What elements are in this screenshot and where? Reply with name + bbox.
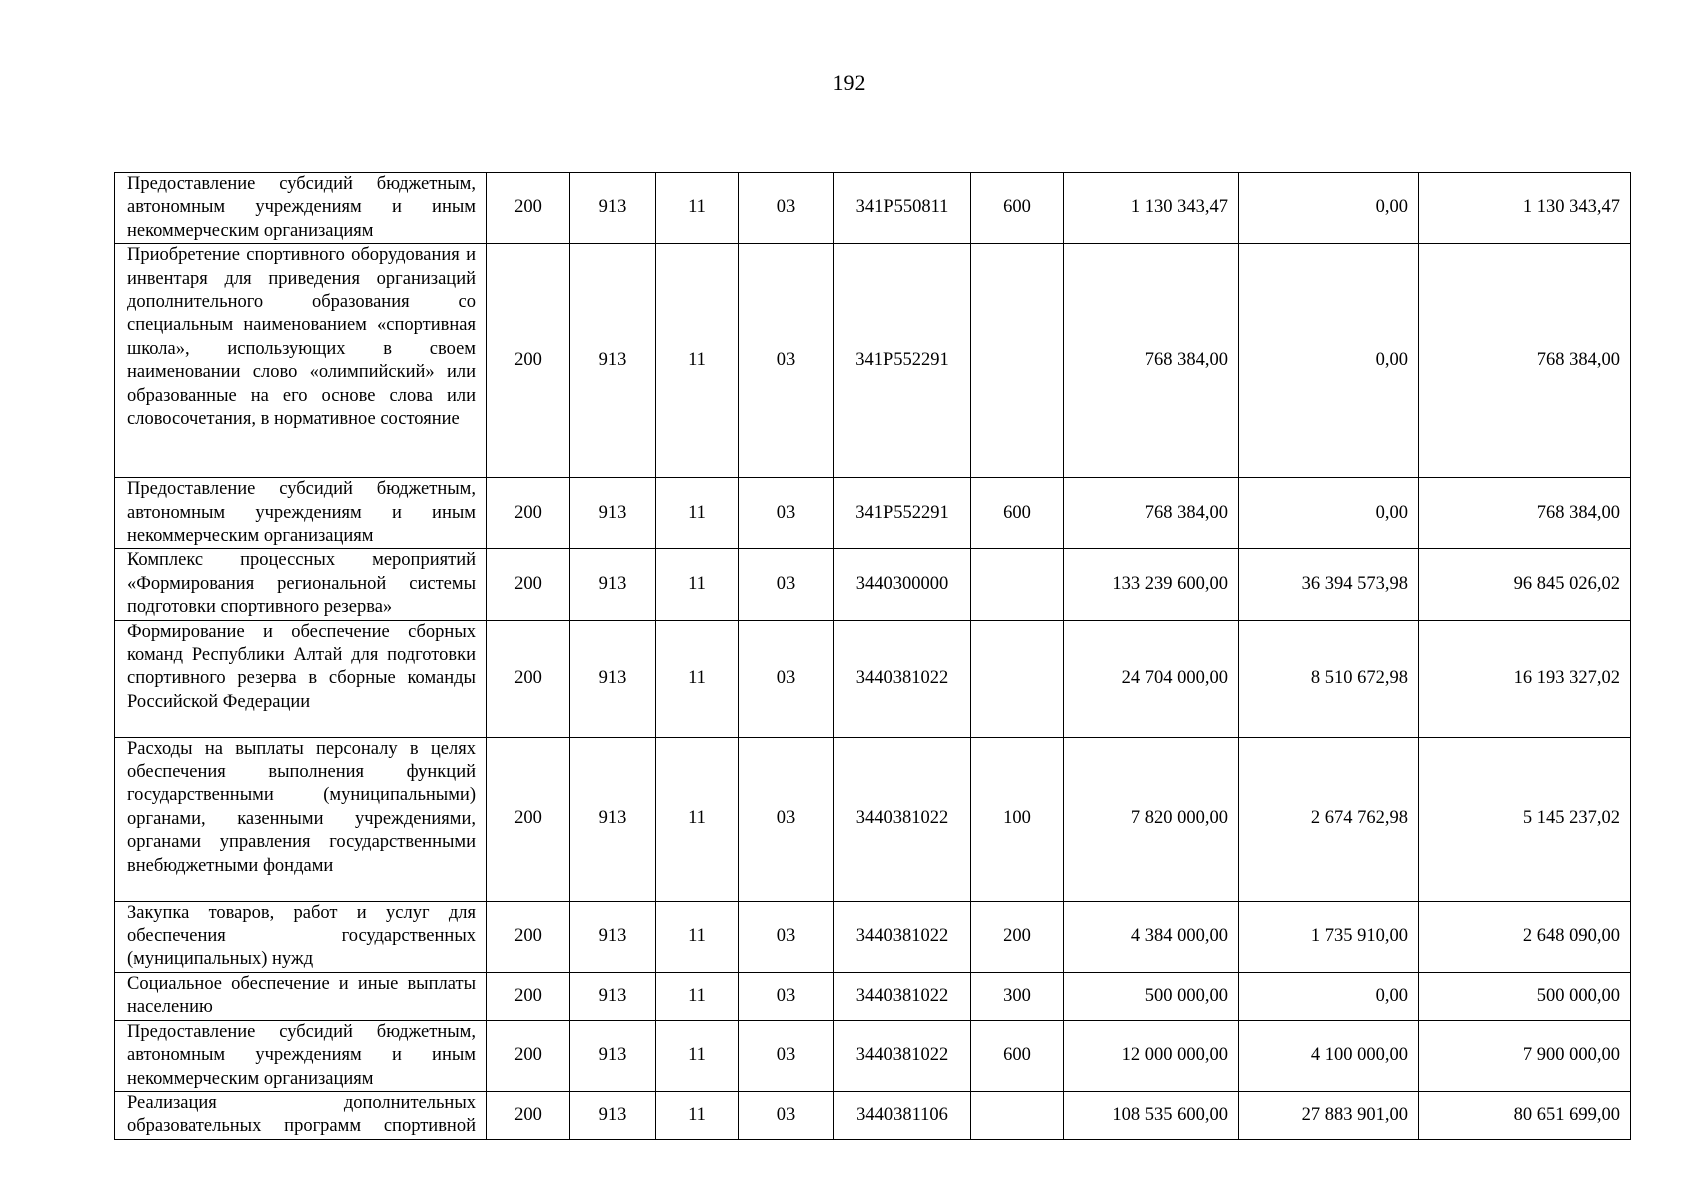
expense-type-code: 600	[971, 173, 1064, 244]
planned-amount: 1 130 343,47	[1064, 173, 1239, 244]
col-913: 913	[570, 173, 656, 244]
target-article-code: 3440381022	[834, 737, 971, 901]
row-description: Предоставление субсидий бюджетным, автономным учреждениям и иным некоммерческим организациям	[115, 1020, 487, 1091]
col-section: 11	[656, 173, 739, 244]
planned-amount: 500 000,00	[1064, 972, 1239, 1020]
remaining-amount: 80 651 699,00	[1419, 1091, 1631, 1139]
expense-type-code	[971, 1091, 1064, 1139]
table-row	[115, 1091, 1631, 1139]
col-subsection: 03	[739, 173, 834, 244]
table-row	[115, 244, 1631, 478]
col-913: 913	[570, 737, 656, 901]
col-200: 200	[487, 173, 570, 244]
col-section: 11	[656, 1091, 739, 1139]
col-subsection: 03	[739, 737, 834, 901]
expense-type-code: 300	[971, 972, 1064, 1020]
executed-amount: 0,00	[1239, 173, 1419, 244]
planned-amount: 133 239 600,00	[1064, 549, 1239, 620]
col-200: 200	[487, 549, 570, 620]
planned-amount: 768 384,00	[1064, 244, 1239, 478]
col-section: 11	[656, 901, 739, 972]
expense-type-code	[971, 620, 1064, 737]
col-subsection: 03	[739, 244, 834, 478]
executed-amount: 0,00	[1239, 972, 1419, 1020]
col-section: 11	[656, 1020, 739, 1091]
executed-amount: 0,00	[1239, 478, 1419, 549]
col-913: 913	[570, 478, 656, 549]
executed-amount: 0,00	[1239, 244, 1419, 478]
col-200: 200	[487, 1091, 570, 1139]
col-200: 200	[487, 972, 570, 1020]
expense-type-code	[971, 549, 1064, 620]
planned-amount: 24 704 000,00	[1064, 620, 1239, 737]
col-913: 913	[570, 1091, 656, 1139]
col-subsection: 03	[739, 620, 834, 737]
row-description: Приобретение спортивного оборудования и инвентаря для приведения организаций дополнительного образования со специальным наименованием «спортивная школа», использующих в своем наименовании слово «олимпийский» или образованные на его основе слова или словосочетания, в нормативное состояние	[115, 244, 487, 478]
expense-type-code	[971, 244, 1064, 478]
row-description: Расходы на выплаты персоналу в целях обеспечения выполнения функций государственными (муниципальными) органами, казенными учреждениями, органами управления государственными внебюджетными фондами	[115, 737, 487, 901]
col-subsection: 03	[739, 901, 834, 972]
planned-amount: 768 384,00	[1064, 478, 1239, 549]
col-subsection: 03	[739, 1020, 834, 1091]
remaining-amount: 768 384,00	[1419, 244, 1631, 478]
col-section: 11	[656, 478, 739, 549]
col-subsection: 03	[739, 549, 834, 620]
table-row	[115, 173, 1631, 244]
col-200: 200	[487, 1020, 570, 1091]
page-number: 192	[832, 70, 866, 95]
executed-amount: 8 510 672,98	[1239, 620, 1419, 737]
row-description: Закупка товаров, работ и услуг для обеспечения государственных (муниципальных) нужд	[115, 901, 487, 972]
col-subsection: 03	[739, 972, 834, 1020]
col-section: 11	[656, 244, 739, 478]
table-row	[115, 1020, 1631, 1091]
col-913: 913	[570, 244, 656, 478]
col-200: 200	[487, 901, 570, 972]
target-article-code: 3440300000	[834, 549, 971, 620]
budget-table	[114, 172, 1631, 1140]
row-description: Формирование и обеспечение сборных команд Республики Алтай для подготовки спортивного резерва в сборные команды Российской Федерации	[115, 620, 487, 737]
table-row	[115, 901, 1631, 972]
col-200: 200	[487, 620, 570, 737]
expense-type-code: 200	[971, 901, 1064, 972]
executed-amount: 2 674 762,98	[1239, 737, 1419, 901]
col-subsection: 03	[739, 478, 834, 549]
row-description: Комплекс процессных мероприятий «Формирования региональной системы подготовки спортивного резерва»	[115, 549, 487, 620]
remaining-amount: 5 145 237,02	[1419, 737, 1631, 901]
col-913: 913	[570, 901, 656, 972]
table-row	[115, 478, 1631, 549]
planned-amount: 7 820 000,00	[1064, 737, 1239, 901]
remaining-amount: 7 900 000,00	[1419, 1020, 1631, 1091]
planned-amount: 4 384 000,00	[1064, 901, 1239, 972]
remaining-amount: 16 193 327,02	[1419, 620, 1631, 737]
col-section: 11	[656, 972, 739, 1020]
table-row	[115, 737, 1631, 901]
col-913: 913	[570, 1020, 656, 1091]
col-913: 913	[570, 620, 656, 737]
target-article-code: 341P550811	[834, 173, 971, 244]
table-row	[115, 549, 1631, 620]
col-section: 11	[656, 737, 739, 901]
target-article-code: 3440381022	[834, 901, 971, 972]
remaining-amount: 1 130 343,47	[1419, 173, 1631, 244]
planned-amount: 12 000 000,00	[1064, 1020, 1239, 1091]
target-article-code: 3440381022	[834, 972, 971, 1020]
remaining-amount: 2 648 090,00	[1419, 901, 1631, 972]
expense-type-code: 600	[971, 478, 1064, 549]
remaining-amount: 768 384,00	[1419, 478, 1631, 549]
col-200: 200	[487, 478, 570, 549]
col-subsection: 03	[739, 1091, 834, 1139]
row-description: Предоставление субсидий бюджетным, автономным учреждениям и иным некоммерческим организациям	[115, 173, 487, 244]
expense-type-code: 100	[971, 737, 1064, 901]
col-section: 11	[656, 549, 739, 620]
table-row	[115, 972, 1631, 1020]
col-913: 913	[570, 549, 656, 620]
expense-type-code: 600	[971, 1020, 1064, 1091]
col-200: 200	[487, 244, 570, 478]
target-article-code: 341P552291	[834, 478, 971, 549]
executed-amount: 27 883 901,00	[1239, 1091, 1419, 1139]
col-200: 200	[487, 737, 570, 901]
row-description: Предоставление субсидий бюджетным, автономным учреждениям и иным некоммерческим организациям	[115, 478, 487, 549]
executed-amount: 36 394 573,98	[1239, 549, 1419, 620]
row-description: Реализация дополнительных образовательных программ спортивной	[115, 1091, 487, 1139]
executed-amount: 4 100 000,00	[1239, 1020, 1419, 1091]
target-article-code: 3440381022	[834, 1020, 971, 1091]
table-row	[115, 620, 1631, 737]
planned-amount: 108 535 600,00	[1064, 1091, 1239, 1139]
col-section: 11	[656, 620, 739, 737]
row-description: Социальное обеспечение и иные выплаты населению	[115, 972, 487, 1020]
target-article-code: 3440381022	[834, 620, 971, 737]
budget-table-body	[115, 173, 1631, 1140]
target-article-code: 3440381106	[834, 1091, 971, 1139]
remaining-amount: 96 845 026,02	[1419, 549, 1631, 620]
target-article-code: 341P552291	[834, 244, 971, 478]
remaining-amount: 500 000,00	[1419, 972, 1631, 1020]
executed-amount: 1 735 910,00	[1239, 901, 1419, 972]
col-913: 913	[570, 972, 656, 1020]
